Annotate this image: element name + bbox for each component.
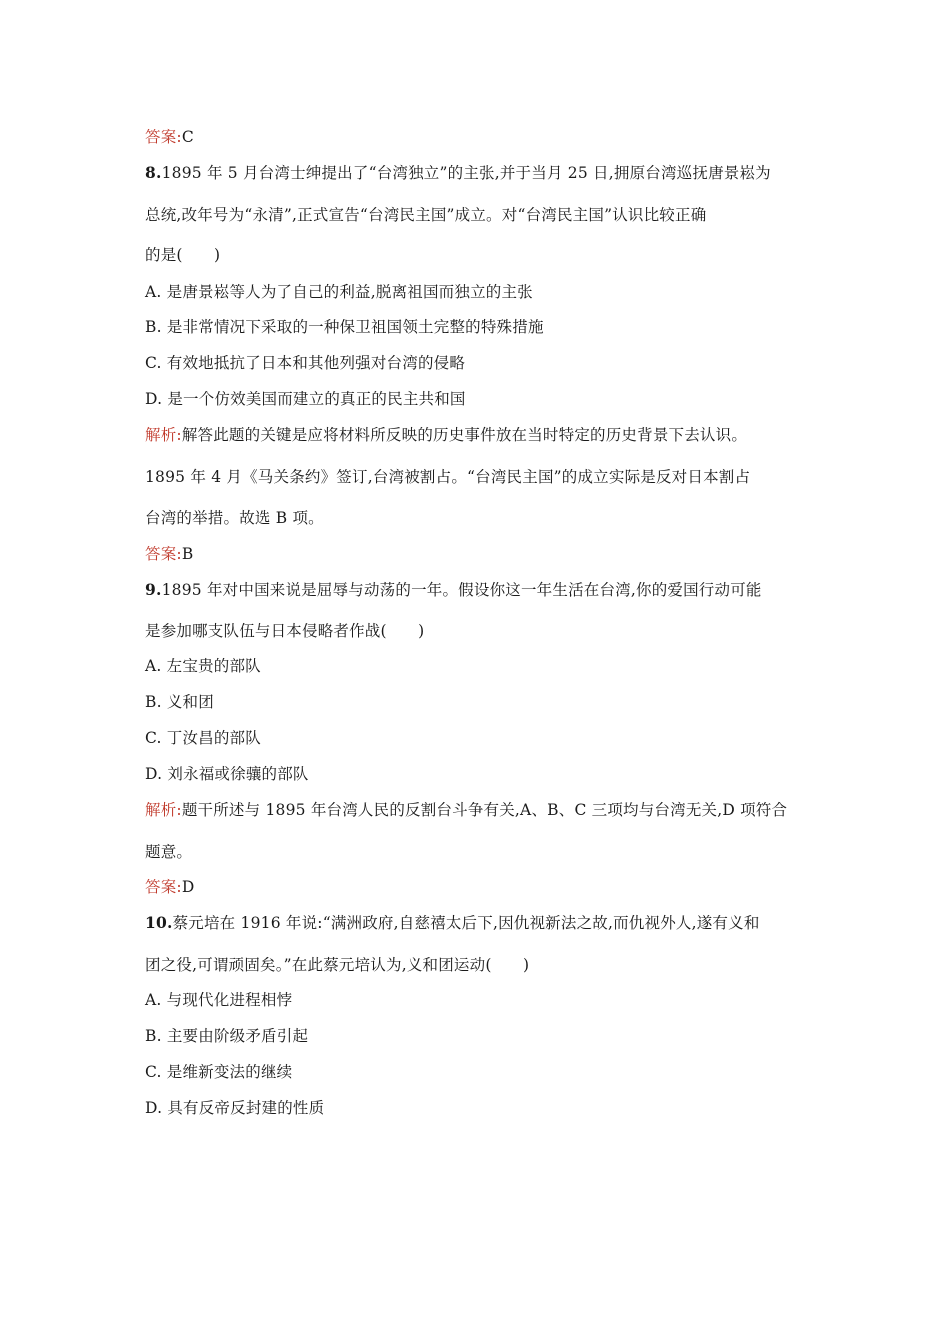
question-number: 10. xyxy=(145,913,173,932)
q9-analysis-line-1: 解析:题干所述与 1895 年台湾人民的反割台斗争有关,A、B、C 三项均与台湾无关,D 项符合 xyxy=(145,801,788,819)
q8-stem-line-3: 的是( ) xyxy=(145,246,221,264)
q10-stem-line-2: 团之役,可谓顽固矣。”在此蔡元培认为,义和团运动( ) xyxy=(145,956,530,974)
q10-option-b: B. 主要由阶级矛盾引起 xyxy=(145,1027,309,1045)
answer-label: 答案: xyxy=(145,545,182,563)
q10-option-c: C. 是维新变法的继续 xyxy=(145,1063,293,1081)
answer-value: D xyxy=(181,878,195,896)
q8-analysis-line-2: 1895 年 4 月《马关条约》签订,台湾被割占。“台湾民主国”的成立实际是反对日本割占 xyxy=(145,468,751,486)
q9-option-a: A. 左宝贵的部队 xyxy=(145,657,261,675)
answer-label: 答案: xyxy=(145,878,182,896)
q10-stem-line-1: 10.蔡元培在 1916 年说:“满洲政府,自慈禧太后下,因仇视新法之故,而仇视外人,遂有义和 xyxy=(145,913,760,932)
q8-option-d: D. 是一个仿效美国而建立的真正的民主共和国 xyxy=(145,390,466,408)
q9-analysis-line-2: 题意。 xyxy=(145,843,193,861)
q9-stem-line-1: 9.1895 年对中国来说是屈辱与动荡的一年。假设你这一年生活在台湾,你的爱国行动可能 xyxy=(145,580,762,599)
q9-option-c: C. 丁汝昌的部队 xyxy=(145,729,261,747)
q9-option-d: D. 刘永福或徐骧的部队 xyxy=(145,765,309,783)
q10-option-d: D. 具有反帝反封建的性质 xyxy=(145,1099,325,1117)
q8-option-c: C. 有效地抵抗了日本和其他列强对台湾的侵略 xyxy=(145,354,466,372)
q8-stem-line-2: 总统,改年号为“永清”,正式宣告“台湾民主国”成立。对“台湾民主国”认识比较正确 xyxy=(145,206,707,224)
answer-value: C xyxy=(181,128,194,146)
answer-8 xyxy=(145,544,193,564)
question-number: 9. xyxy=(145,580,162,599)
q9-stem-line-2: 是参加哪支队伍与日本侵略者作战( ) xyxy=(145,622,425,640)
analysis-label: 解析: xyxy=(145,801,182,819)
q10-option-a: A. 与现代化进程相悖 xyxy=(145,991,293,1009)
q8-stem-line-1: 8.1895 年 5 月台湾士绅提出了“台湾独立”的主张,并于当月 25 日,拥原台湾巡抚唐景崧为 xyxy=(145,163,771,182)
answer-7 xyxy=(145,127,194,147)
answer-label: 答案: xyxy=(145,128,182,146)
answer-value: B xyxy=(181,545,194,563)
q8-analysis-line-3: 台湾的举措。故选 B 项。 xyxy=(145,509,324,527)
q8-analysis-line-1: 解析:解答此题的关键是应将材料所反映的历史事件放在当时特定的历史背景下去认识。 xyxy=(145,426,748,444)
question-number: 8. xyxy=(145,163,162,182)
q8-option-b: B. 是非常情况下采取的一种保卫祖国领土完整的特殊措施 xyxy=(145,318,544,336)
analysis-label: 解析: xyxy=(145,426,182,444)
q8-option-a: A. 是唐景崧等人为了自己的利益,脱离祖国而独立的主张 xyxy=(145,283,533,301)
answer-9 xyxy=(145,877,194,897)
q9-option-b: B. 义和团 xyxy=(145,693,214,711)
